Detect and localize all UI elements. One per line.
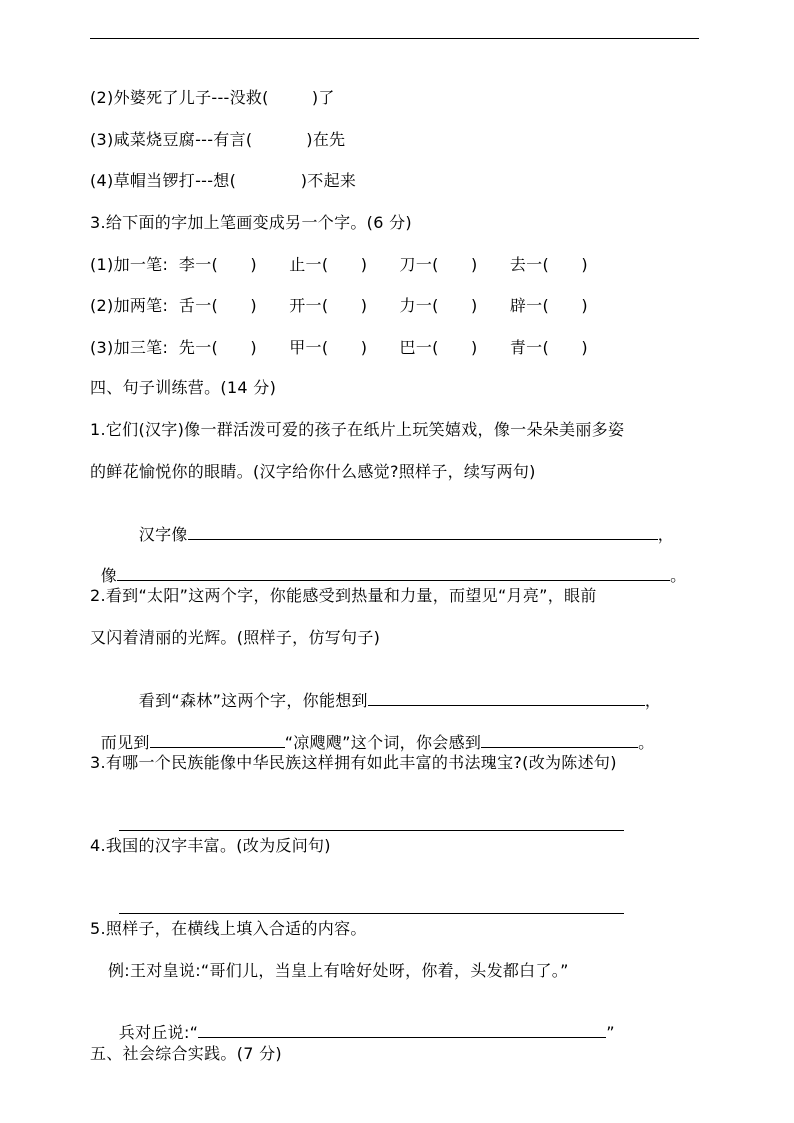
q2-fill2-mid: “凉飕飕”这个词，你会感到 (284, 733, 482, 752)
answer-blank[interactable] (481, 732, 638, 748)
answer-blank[interactable] (119, 898, 624, 914)
idiom-item-2: (2)外婆死了儿子---没救( )了 (90, 88, 335, 107)
s4-q5-text: 5.照样子，在横线上填入合适的内容。 (90, 919, 367, 938)
s4-q2-fill2 (90, 712, 654, 753)
s4-q3-blank-line (108, 795, 624, 836)
header-rule (90, 38, 699, 39)
s4-q5-fill (108, 1002, 615, 1043)
fill1-suffix: ， (657, 525, 674, 544)
s4-q1-fill2 (90, 545, 686, 586)
q3-row-2: (2)加两笔: 舌一( ) 开一( ) 力一( ) 辟一( ) (90, 296, 588, 315)
q3-row-1: (1)加一笔: 李一( ) 止一( ) 刀一( ) 去一( ) (90, 255, 588, 274)
section5-title: 五、社会综合实践。(7 分) (90, 1044, 282, 1063)
answer-blank[interactable] (188, 524, 658, 540)
s4-q1-fill1 (128, 504, 674, 545)
answer-blank[interactable] (117, 565, 670, 581)
section4-title: 四、句子训练营。(14 分) (90, 378, 277, 397)
answer-blank[interactable] (119, 815, 624, 831)
s4-q1-line1: 1.它们(汉字)像一群活泼可爱的孩子在纸片上玩笑嬉戏，像一朵朵美丽多姿 (90, 420, 625, 439)
s4-q2-fill1 (128, 670, 661, 711)
q2-fill2-prefix: 而见到 (100, 733, 150, 752)
s4-q1-line2: 的鲜花愉悦你的眼睛。(汉字给你什么感觉?照样子，续写两句) (90, 462, 536, 481)
idiom-item-3: (3)咸菜烧豆腐---有言( )在先 (90, 130, 346, 149)
q2-fill1-suffix: ， (644, 691, 662, 710)
q3-title: 3.给下面的字加上笔画变成另一个字。(6 分) (90, 213, 412, 232)
q3-row-3: (3)加三笔: 先一( ) 甲一( ) 巴一( ) 青一( ) (90, 338, 588, 357)
s4-q2-line2: 又闪着清丽的光辉。(照样子，仿写句子) (90, 628, 381, 647)
s4-q3-text: 3.有哪一个民族能像中华民族这样拥有如此丰富的书法瑰宝?(改为陈述句) (90, 753, 617, 772)
s4-q4-text: 4.我国的汉字丰富。(改为反问句) (90, 836, 331, 855)
idiom-item-4: (4)草帽当锣打---想( )不起来 (90, 171, 357, 190)
q2-fill1-prefix: 看到“森林”这两个字，你能想到 (138, 691, 368, 710)
q5-fill-prefix: 兵对丘说:“ (118, 1023, 199, 1042)
s4-q2-line1: 2.看到“太阳”这两个字，你能感受到热量和力量，而望见“月亮”，眼前 (90, 586, 597, 605)
q2-fill2-suffix: 。 (638, 733, 655, 752)
answer-blank[interactable] (150, 732, 285, 748)
q5-fill-suffix: ” (606, 1023, 615, 1042)
fill2-prefix: 像 (100, 566, 118, 585)
answer-blank[interactable] (368, 690, 645, 706)
fill1-prefix: 汉字像 (138, 525, 188, 544)
s4-q4-blank-line (108, 878, 624, 919)
answer-blank[interactable] (198, 1022, 606, 1038)
s4-q5-example: 例:王对皇说:“哥们儿，当皇上有啥好处呀，你着，头发都白了。” (108, 961, 569, 980)
fill2-suffix: 。 (670, 566, 687, 585)
